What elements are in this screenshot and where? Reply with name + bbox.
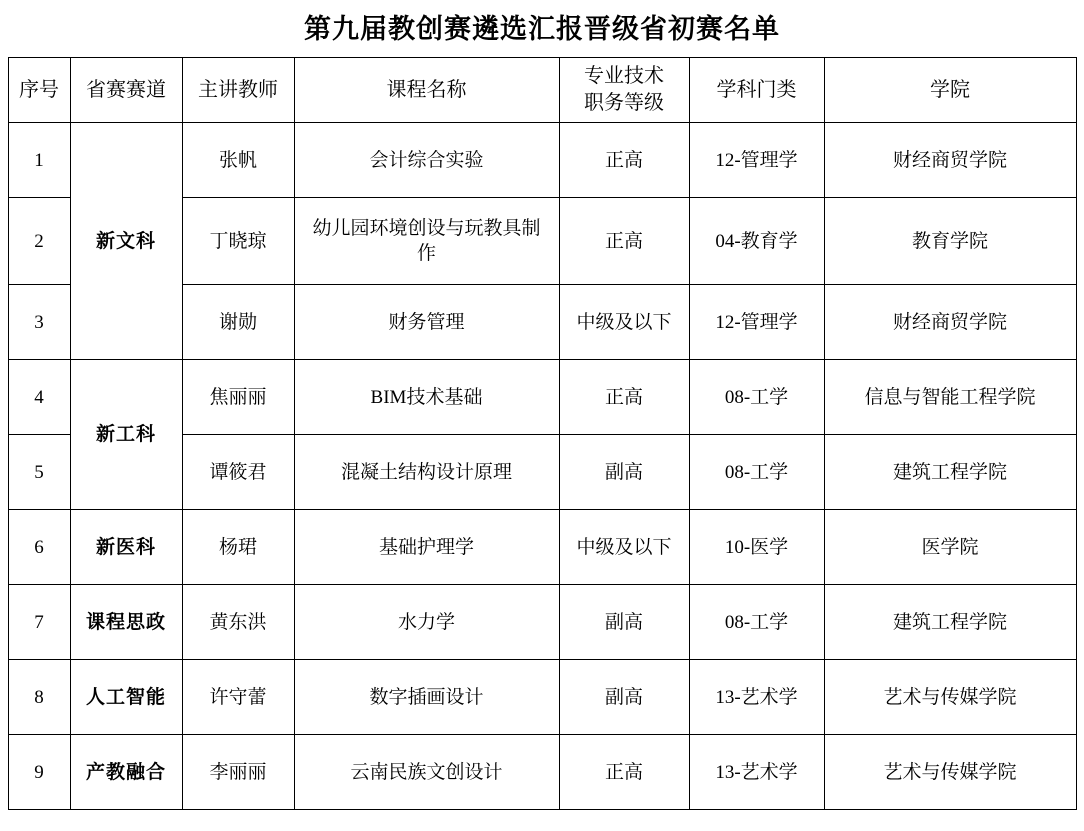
cell-college: 财经商贸学院 [824, 123, 1076, 198]
cell-teacher: 谭筱君 [182, 435, 294, 510]
cell-college: 建筑工程学院 [824, 585, 1076, 660]
cell-college: 医学院 [824, 510, 1076, 585]
cell-teacher: 黄东洪 [182, 585, 294, 660]
cell-rank: 正高 [559, 360, 689, 435]
cell-no: 4 [8, 360, 70, 435]
cell-college: 教育学院 [824, 198, 1076, 285]
cell-discipline: 08-工学 [689, 360, 824, 435]
cell-course [294, 510, 559, 585]
column-header-college: 学院 [824, 58, 1076, 123]
course-text: 财务管理 [388, 311, 465, 333]
cell-rank: 副高 [559, 435, 689, 510]
table-header [8, 58, 1076, 123]
cell-track: 课程思政 [70, 585, 182, 660]
column-header-rank [559, 58, 689, 123]
cell-teacher: 谢勋 [182, 285, 294, 360]
table-row [8, 585, 1076, 660]
cell-no: 8 [8, 660, 70, 735]
cell-college: 艺术与传媒学院 [824, 735, 1076, 810]
column-header-rank-line2: 职务等级 [584, 92, 664, 115]
cell-rank: 副高 [559, 585, 689, 660]
cell-teacher: 许守蕾 [182, 660, 294, 735]
table-row [8, 510, 1076, 585]
cell-rank: 副高 [559, 660, 689, 735]
cell-discipline: 12-管理学 [689, 285, 824, 360]
cell-track: 人工智能 [70, 660, 182, 735]
cell-discipline: 13-艺术学 [689, 660, 824, 735]
cell-college: 建筑工程学院 [824, 435, 1076, 510]
cell-rank: 正高 [559, 123, 689, 198]
cell-teacher: 杨珺 [182, 510, 294, 585]
cell-college: 财经商贸学院 [824, 285, 1076, 360]
cell-no: 5 [8, 435, 70, 510]
course-text: 基础护理学 [378, 536, 474, 558]
cell-teacher: 张帆 [182, 123, 294, 198]
column-header-no: 序号 [8, 58, 70, 123]
roster-table [8, 57, 1077, 810]
course-text: 幼儿园环境创设与玩教具制作 [312, 217, 541, 265]
cell-course [294, 285, 559, 360]
course-text: 混凝土结构设计原理 [340, 461, 512, 483]
cell-no: 9 [8, 735, 70, 810]
cell-course [294, 123, 559, 198]
cell-course [294, 660, 559, 735]
cell-college: 艺术与传媒学院 [824, 660, 1076, 735]
column-header-course: 课程名称 [294, 58, 559, 123]
cell-college: 信息与智能工程学院 [824, 360, 1076, 435]
table-row [8, 660, 1076, 735]
table-row [8, 360, 1076, 435]
cell-course [294, 735, 559, 810]
cell-rank: 中级及以下 [559, 510, 689, 585]
cell-no: 6 [8, 510, 70, 585]
course-text: 数字插画设计 [369, 686, 484, 708]
cell-rank: 正高 [559, 735, 689, 810]
column-header-track: 省赛赛道 [70, 58, 182, 123]
cell-course [294, 435, 559, 510]
cell-track: 新医科 [70, 510, 182, 585]
course-text: BIM技术基础 [370, 386, 483, 408]
cell-teacher: 焦丽丽 [182, 360, 294, 435]
cell-discipline: 04-教育学 [689, 198, 824, 285]
cell-no: 7 [8, 585, 70, 660]
course-text: 水力学 [397, 611, 455, 633]
cell-teacher: 丁晓琼 [182, 198, 294, 285]
cell-track: 新文科 [70, 123, 182, 360]
table-row [8, 735, 1076, 810]
cell-course [294, 360, 559, 435]
cell-no: 2 [8, 198, 70, 285]
column-header-teacher: 主讲教师 [182, 58, 294, 123]
cell-track: 产教融合 [70, 735, 182, 810]
cell-track: 新工科 [70, 360, 182, 510]
cell-rank: 正高 [559, 198, 689, 285]
table-row [8, 123, 1076, 198]
cell-rank: 中级及以下 [559, 285, 689, 360]
column-header-discipline: 学科门类 [689, 58, 824, 123]
header-row [8, 58, 1076, 123]
cell-course [294, 198, 559, 285]
cell-course [294, 585, 559, 660]
cell-discipline: 08-工学 [689, 585, 824, 660]
table-body [8, 123, 1076, 810]
cell-discipline: 12-管理学 [689, 123, 824, 198]
column-header-rank-line1: 专业技术 [584, 65, 664, 88]
course-text: 云南民族文创设计 [350, 761, 503, 783]
cell-discipline: 13-艺术学 [689, 735, 824, 810]
cell-discipline: 10-医学 [689, 510, 824, 585]
cell-no: 1 [8, 123, 70, 198]
course-text: 会计综合实验 [369, 149, 484, 171]
cell-teacher: 李丽丽 [182, 735, 294, 810]
cell-no: 3 [8, 285, 70, 360]
page-title: 第九届教创赛遴选汇报晋级省初赛名单 [304, 14, 780, 44]
cell-discipline: 08-工学 [689, 435, 824, 510]
